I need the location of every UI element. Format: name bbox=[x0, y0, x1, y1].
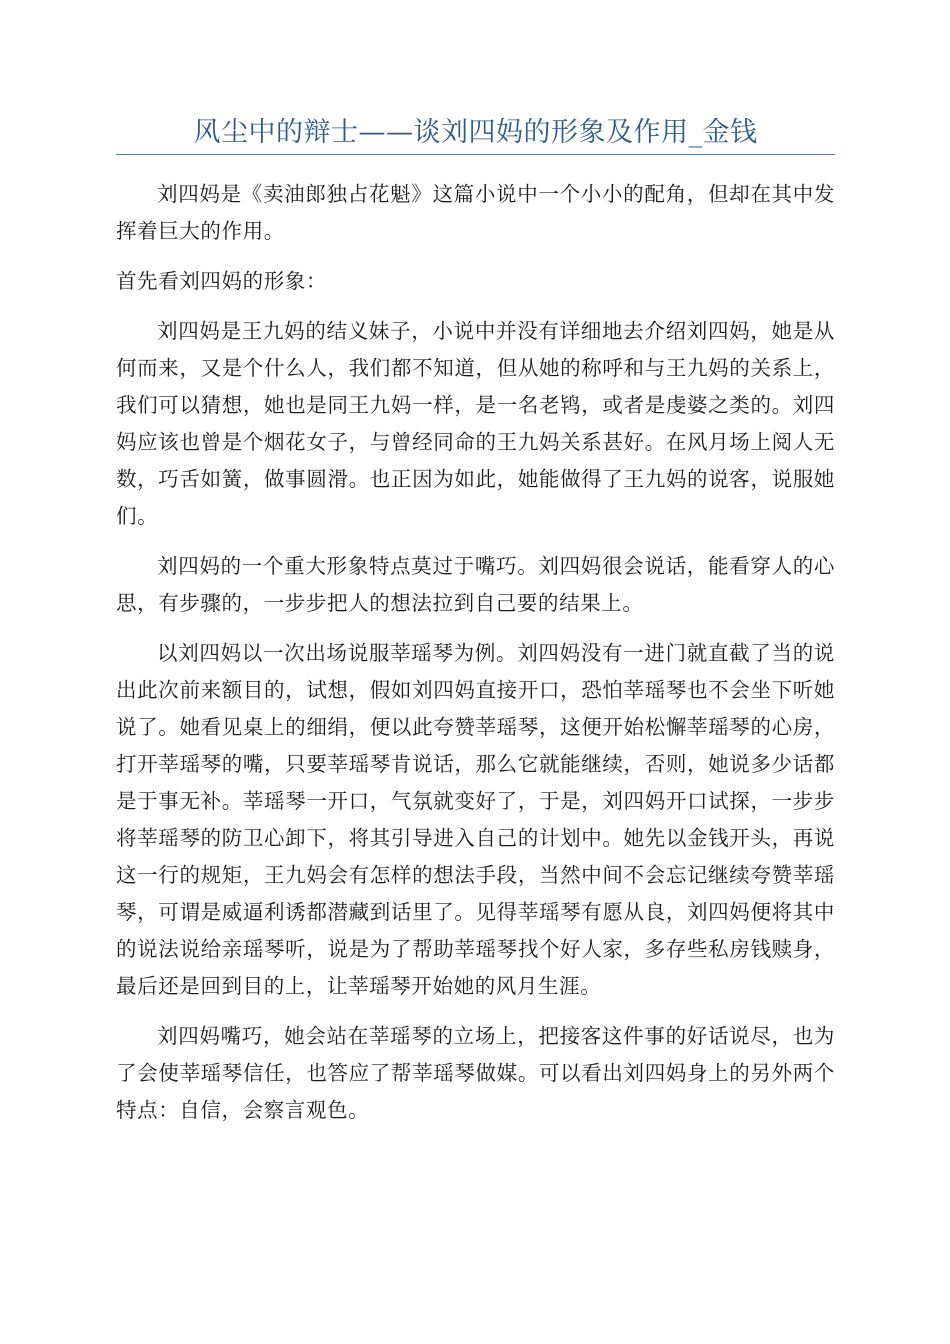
paragraph-intro: 刘四妈是《卖油郎独占花魁》这篇小说中一个小小的配角，但却在其中发挥着巨大的作用。 bbox=[116, 182, 835, 243]
paragraph-background: 刘四妈是王九妈的结义妹子，小说中并没有详细地去介绍刘四妈，她是从何而来，又是个什么人，我们都不知道，但从她的称呼和与王九妈的关系上，我们可以猜想，她也是同王九妈一样，是一名老鸨，或者是虔婆之类的。刘四妈应该也曾是个烟花女子，与曾经同命的王九妈关系甚好。在风月场上阅人无数，巧舌如簧，做事圆滑。也正因为如此，她能做得了王九妈的说客，说服她们。 bbox=[116, 319, 835, 528]
paragraph-conclusion: 刘四妈嘴巧，她会站在莘瑶琴的立场上，把接客这件事的好话说尽，也为了会使莘瑶琴信任，也答应了帮莘瑶琴做媒。可以看出刘四妈身上的另外两个特点：自信，会察言观色。 bbox=[116, 1024, 835, 1122]
document-title: 风尘中的辩士——谈刘四妈的形象及作用_金钱 bbox=[193, 117, 758, 148]
paragraph-section-heading: 首先看刘四妈的形象： bbox=[116, 269, 327, 293]
title-underline bbox=[116, 154, 835, 155]
document-body bbox=[116, 176, 835, 1142]
paragraph-example: 以刘四妈以一次出场说服莘瑶琴为例。刘四妈没有一进门就直截了当的说出此次前来额目的，试想，假如刘四妈直接开口，恐怕莘瑶琴也不会坐下听她说了。她看见桌上的细绢，便以此夸赞莘瑶琴，这便开始松懈莘瑶琴的心房，打开莘瑶琴的嘴，只要莘瑶琴肯说话，那么它就能继续，否则，她说多少话都是于事无补。莘瑶琴一开口，气氛就变好了，于是，刘四妈开口试探，一步步将莘瑶琴的防卫心卸下，将其引导进入自己的计划中。她先以金钱开头，再说这一行的规矩，王九妈会有怎样的想法手段，当然中间不会忘记继续夸赞莘瑶琴，可谓是威逼利诱都潜藏到话里了。见得莘瑶琴有愿从良，刘四妈便将其中的说法说给亲瑶琴听，说是为了帮助莘瑶琴找个好人家，多存些私房钱赎身，最后还是回到目的上，让莘瑶琴开始她的风月生涯。 bbox=[116, 641, 835, 998]
paragraph-trait: 刘四妈的一个重大形象特点莫过于嘴巧。刘四妈很会说话，能看穿人的心思，有步骤的，一步步把人的想法拉到自己要的结果上。 bbox=[116, 554, 835, 615]
